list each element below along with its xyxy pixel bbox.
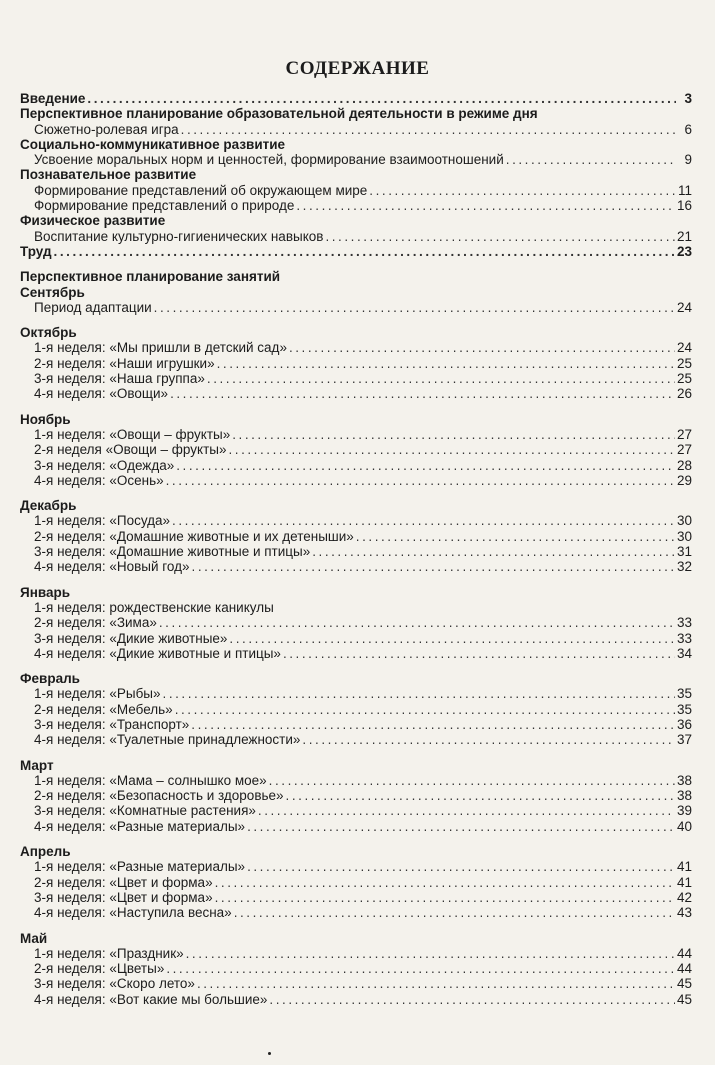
toc-entry-title: Сентябрь <box>20 284 85 300</box>
toc-page-number: 45 <box>676 976 692 992</box>
toc-entry[interactable] <box>20 600 692 615</box>
toc-page-number: 16 <box>676 198 692 214</box>
dot-leader <box>234 905 675 920</box>
toc-page-number: 23 <box>676 243 692 259</box>
toc-entry-title: Формирование представлений о природе <box>34 198 295 214</box>
toc-page-number: 29 <box>676 472 692 488</box>
toc-page-number: 3 <box>684 91 692 106</box>
toc-page-number: 21 <box>676 228 692 244</box>
toc-entry-title: 2-я неделя: «Безопасность и здоровье» <box>34 788 284 804</box>
dot-leader <box>289 340 675 355</box>
dot-leader <box>172 513 675 528</box>
toc-entry-title: 4-я неделя: «Разные материалы» <box>34 818 246 834</box>
toc-entry[interactable] <box>20 686 692 701</box>
toc-entry-title: 4-я неделя: «Дикие животные и птицы» <box>34 645 281 661</box>
table-of-contents <box>20 91 692 1007</box>
toc-entry-title: Познавательное развитие <box>20 167 197 183</box>
toc-entry-title: 4-я неделя: «Туалетные принадлежности» <box>34 732 301 748</box>
toc-page-number: 41 <box>676 874 692 890</box>
toc-page-number: 25 <box>676 355 692 371</box>
toc-entry[interactable] <box>20 992 692 1007</box>
toc-heading[interactable] <box>20 671 692 686</box>
dot-leader <box>159 615 675 630</box>
toc-entry-title: 1-я неделя: «Мама – солнышко мое» <box>34 772 267 788</box>
toc-entry-title: Ноябрь <box>20 411 71 427</box>
toc-page-number: 30 <box>676 513 692 529</box>
toc-page-number: 32 <box>676 559 692 575</box>
toc-entry-title: Январь <box>20 584 71 600</box>
toc-entry-title: 1-я неделя: «Овощи – фрукты» <box>34 426 231 442</box>
toc-entry[interactable] <box>20 442 692 457</box>
toc-entry[interactable] <box>20 961 692 976</box>
toc-entry[interactable] <box>20 152 692 167</box>
dot-leader <box>269 773 675 788</box>
toc-heading[interactable] <box>20 91 692 106</box>
dot-leader <box>170 386 675 401</box>
toc-entry-title: 2-я неделя: «Наши игрушки» <box>34 355 215 371</box>
toc-entry-title: Введение <box>20 91 86 106</box>
dot-leader <box>302 732 675 747</box>
dot-leader <box>207 371 675 386</box>
dot-leader <box>296 198 675 213</box>
toc-entry-title: Социально-коммуникативное развитие <box>20 136 286 152</box>
toc-entry-title: Май <box>20 930 48 946</box>
toc-entry-title: Формирование представлений об окружающем мире <box>34 182 368 198</box>
toc-entry[interactable] <box>20 300 692 315</box>
toc-entry[interactable] <box>20 458 692 473</box>
toc-entry[interactable] <box>20 122 692 137</box>
toc-page-number: 44 <box>676 945 692 961</box>
toc-entry-title: Перспективное планирование образовательной деятельности в режиме дня <box>20 106 538 122</box>
toc-page-number: 33 <box>676 630 692 646</box>
toc-entry[interactable] <box>20 702 692 717</box>
dot-leader <box>166 961 675 976</box>
toc-entry-title: 1-я неделя: «Мы пришли в детский сад» <box>34 340 287 356</box>
toc-entry[interactable] <box>20 890 692 905</box>
toc-page-number: 36 <box>676 716 692 732</box>
toc-entry[interactable] <box>20 859 692 874</box>
toc-entry-title: Воспитание культурно-гигиенических навыков <box>34 228 324 244</box>
toc-entry-title: 3-я неделя: «Цвет и форма» <box>34 889 213 905</box>
toc-entry[interactable] <box>20 229 692 244</box>
toc-entry-title: Усвоение моральных норм и ценностей, формирование взаимоотношений <box>34 152 504 168</box>
page-title: СОДЕРЖАНИЕ <box>285 58 430 79</box>
toc-page-number: 24 <box>676 340 692 356</box>
toc-entry[interactable] <box>20 875 692 890</box>
toc-entry[interactable] <box>20 427 692 442</box>
section-spacer <box>20 921 692 931</box>
toc-page-number: 38 <box>676 788 692 804</box>
toc-page-number: 9 <box>684 152 692 168</box>
toc-page-number: 30 <box>676 528 692 544</box>
toc-heading[interactable] <box>20 844 692 859</box>
toc-page-number: 11 <box>677 182 692 198</box>
toc-page-number: 35 <box>676 686 692 702</box>
dot-leader <box>154 300 675 315</box>
toc-entry-title: 2-я неделя: «Домашние животные и их детеныши» <box>34 528 354 544</box>
dot-leader <box>87 91 676 106</box>
toc-entry-title: 3-я неделя: «Комнатные растения» <box>34 803 256 819</box>
section-spacer <box>20 259 692 269</box>
toc-entry-title: 1-я неделя: рождественские каникулы <box>34 599 274 615</box>
toc-entry-title: 2-я неделя: «Цвет и форма» <box>34 874 213 890</box>
toc-entry[interactable] <box>20 976 692 991</box>
toc-page-number: 28 <box>676 457 692 473</box>
dot-leader <box>325 229 675 244</box>
toc-entry-title: 1-я неделя: «Рыбы» <box>34 686 161 702</box>
dot-leader <box>312 544 675 559</box>
toc-entry-title: 1-я неделя: «Посуда» <box>34 513 171 529</box>
toc-entry[interactable] <box>20 717 692 732</box>
toc-heading[interactable] <box>20 585 692 600</box>
toc-heading[interactable] <box>20 412 692 427</box>
toc-entry-title: Период адаптации <box>34 299 152 315</box>
dot-leader <box>163 686 675 701</box>
toc-entry-title: 2-я неделя: «Мебель» <box>34 701 173 717</box>
toc-entry-title: Декабрь <box>20 498 77 514</box>
dot-leader <box>215 875 675 890</box>
toc-entry-title: 3-я неделя: «Дикие животные» <box>34 630 228 646</box>
toc-entry-title: 1-я неделя: «Разные материалы» <box>34 859 246 875</box>
dot-leader <box>186 946 675 961</box>
toc-entry-title: 4-я неделя: «Овощи» <box>34 386 169 402</box>
toc-page-number: 43 <box>676 905 692 921</box>
dot-leader <box>269 992 675 1007</box>
dot-leader <box>217 356 675 371</box>
toc-entry[interactable] <box>20 340 692 355</box>
toc-page-number: 40 <box>676 818 692 834</box>
toc-entry-title: 4-я неделя: «Новый год» <box>34 559 190 575</box>
dot-leader <box>247 819 675 834</box>
toc-entry-title: 3-я неделя: «Домашние животные и птицы» <box>34 544 311 560</box>
section-spacer <box>20 661 692 671</box>
toc-entry-title: Март <box>20 757 54 773</box>
toc-entry[interactable] <box>20 559 692 574</box>
toc-entry-title: 1-я неделя: «Праздник» <box>34 945 184 961</box>
toc-heading[interactable] <box>20 137 692 152</box>
toc-entry[interactable] <box>20 773 692 788</box>
toc-entry[interactable] <box>20 615 692 630</box>
print-speck <box>268 1052 271 1055</box>
toc-page-number: 42 <box>676 889 692 905</box>
dot-leader <box>286 788 675 803</box>
toc-entry[interactable] <box>20 732 692 747</box>
dot-leader <box>191 717 675 732</box>
dot-leader <box>232 427 675 442</box>
toc-heading[interactable] <box>20 498 692 513</box>
toc-entry[interactable] <box>20 529 692 544</box>
toc-entry-title: Апрель <box>20 844 71 860</box>
toc-page-number: 35 <box>676 701 692 717</box>
dot-leader <box>215 890 675 905</box>
toc-entry-title: 3-я неделя: «Одежда» <box>34 457 175 473</box>
toc-page-number: 39 <box>676 803 692 819</box>
toc-entry-title: Труд <box>20 243 52 259</box>
dot-leader <box>258 803 675 818</box>
toc-page-number: 25 <box>676 371 692 387</box>
toc-page-number: 27 <box>676 426 692 442</box>
section-spacer <box>20 315 692 325</box>
dot-leader <box>166 473 675 488</box>
dot-leader <box>54 244 675 259</box>
dot-leader <box>369 183 676 198</box>
toc-page-number: 37 <box>676 732 692 748</box>
toc-entry-title: Перспективное планирование занятий <box>20 269 281 285</box>
toc-entry[interactable] <box>20 905 692 920</box>
toc-entry-title: Физическое развитие <box>20 213 166 229</box>
toc-page-number: 34 <box>676 645 692 661</box>
toc-entry[interactable] <box>20 544 692 559</box>
toc-page-number: 41 <box>676 859 692 875</box>
section-spacer <box>20 834 692 844</box>
toc-entry-title: 3-я неделя: «Скоро лето» <box>34 976 195 992</box>
toc-entry[interactable] <box>20 198 692 213</box>
dot-leader <box>197 976 675 991</box>
toc-entry[interactable] <box>20 803 692 818</box>
toc-page-number: 45 <box>676 991 692 1007</box>
dot-leader <box>228 442 675 457</box>
dot-leader <box>181 122 676 137</box>
toc-entry[interactable] <box>20 371 692 386</box>
toc-page-number: 38 <box>676 772 692 788</box>
toc-heading[interactable] <box>20 106 692 121</box>
section-spacer <box>20 488 692 498</box>
toc-page-number: 27 <box>676 442 692 458</box>
dot-leader <box>283 646 675 661</box>
toc-entry[interactable] <box>20 819 692 834</box>
toc-heading[interactable] <box>20 758 692 773</box>
toc-page-number: 26 <box>676 386 692 402</box>
toc-entry[interactable] <box>20 631 692 646</box>
section-spacer <box>20 748 692 758</box>
toc-entry[interactable] <box>20 386 692 401</box>
dot-leader <box>247 859 675 874</box>
section-spacer <box>20 402 692 412</box>
toc-entry-title: 4-я неделя: «Наступила весна» <box>34 905 232 921</box>
toc-entry[interactable] <box>20 946 692 961</box>
toc-entry-title: Февраль <box>20 671 80 687</box>
dot-leader <box>176 458 675 473</box>
section-spacer <box>20 575 692 585</box>
toc-heading[interactable] <box>20 931 692 946</box>
toc-entry-title: 2-я неделя «Овощи – фрукты» <box>34 442 227 458</box>
toc-entry-title: 4-я неделя: «Вот какие мы большие» <box>34 991 268 1007</box>
toc-entry-title: 2-я неделя: «Зима» <box>34 615 157 631</box>
toc-entry[interactable] <box>20 473 692 488</box>
toc-page-number: 24 <box>676 299 692 315</box>
toc-entry-title: Сюжетно-ролевая игра <box>34 121 179 137</box>
toc-entry-title: Октябрь <box>20 325 77 341</box>
dot-leader <box>175 702 675 717</box>
toc-heading[interactable] <box>20 285 692 300</box>
toc-entry-title: 4-я неделя: «Осень» <box>34 472 164 488</box>
toc-entry[interactable] <box>20 183 692 198</box>
toc-entry-title: 2-я неделя: «Цветы» <box>34 961 165 977</box>
toc-entry[interactable] <box>20 646 692 661</box>
dot-leader <box>506 152 676 167</box>
toc-heading[interactable] <box>20 244 692 259</box>
dot-leader <box>229 631 675 646</box>
toc-heading[interactable] <box>20 167 692 182</box>
toc-page-number: 44 <box>676 961 692 977</box>
toc-entry[interactable] <box>20 788 692 803</box>
toc-page-number: 33 <box>676 615 692 631</box>
toc-heading[interactable] <box>20 269 692 284</box>
toc-entry[interactable] <box>20 356 692 371</box>
toc-entry-title: 3-я неделя: «Наша группа» <box>34 371 205 387</box>
toc-page-number: 6 <box>684 121 692 137</box>
toc-heading[interactable] <box>20 325 692 340</box>
toc-entry[interactable] <box>20 513 692 528</box>
toc-heading[interactable] <box>20 213 692 228</box>
dot-leader <box>356 529 675 544</box>
toc-page-number: 31 <box>676 544 692 560</box>
dot-leader <box>192 559 675 574</box>
toc-entry-title: 3-я неделя: «Транспорт» <box>34 716 190 732</box>
